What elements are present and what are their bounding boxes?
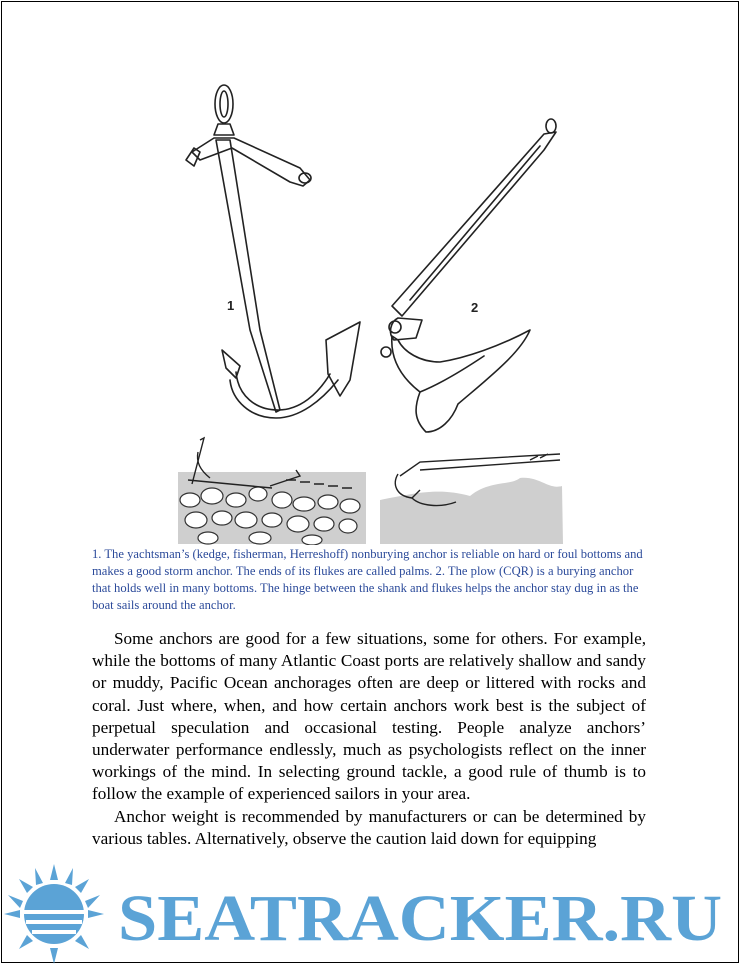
paragraph-2: Anchor weight is recommended by manufacturers or can be determined by various tables. Alternatively, observe the caution laid down for equipping bbox=[92, 806, 646, 848]
sandy-bottom-scene bbox=[380, 454, 563, 544]
figure-label-2: 2 bbox=[471, 300, 479, 315]
figure-caption: 1. The yachtsman’s (kedge, fisherman, Herreshoff) nonburying anchor is reliable on hard or foul bottoms and makes a good storm anchor. The ends of its flukes are called palms. 2. The plow (CQR) is a burying anchor that holds well in many bottoms. The hinge between the shank and flukes helps the anchor stay dug in as the boat sails around the anchor. bbox=[92, 547, 643, 612]
rocky-bottom-scene bbox=[178, 438, 366, 545]
figure-label-1: 1 bbox=[227, 298, 235, 313]
watermark-text: SEATRACKER.RU bbox=[118, 882, 722, 955]
paragraph-1: Some anchors are good for a few situations, some for others. For example, while the bottoms of many Atlantic Coast ports are relatively shallow and sandy or muddy, Pacific Ocean anchorages often are deep or littered with rocks and coral. Just where, when, and how certain anchors work best is the subject of perpetual speculation and occasional testing. People analyze anchors’ underwater performance endlessly, much as psychologists reflect on the inner workings of the mind. In selecting ground tackle, a good rule of thumb is to follow the example of experienced sailors in your area. bbox=[92, 629, 646, 804]
body-text bbox=[92, 628, 646, 850]
watermark bbox=[0, 850, 742, 966]
yachtsman-anchor bbox=[186, 85, 360, 418]
plow-anchor bbox=[381, 119, 556, 432]
